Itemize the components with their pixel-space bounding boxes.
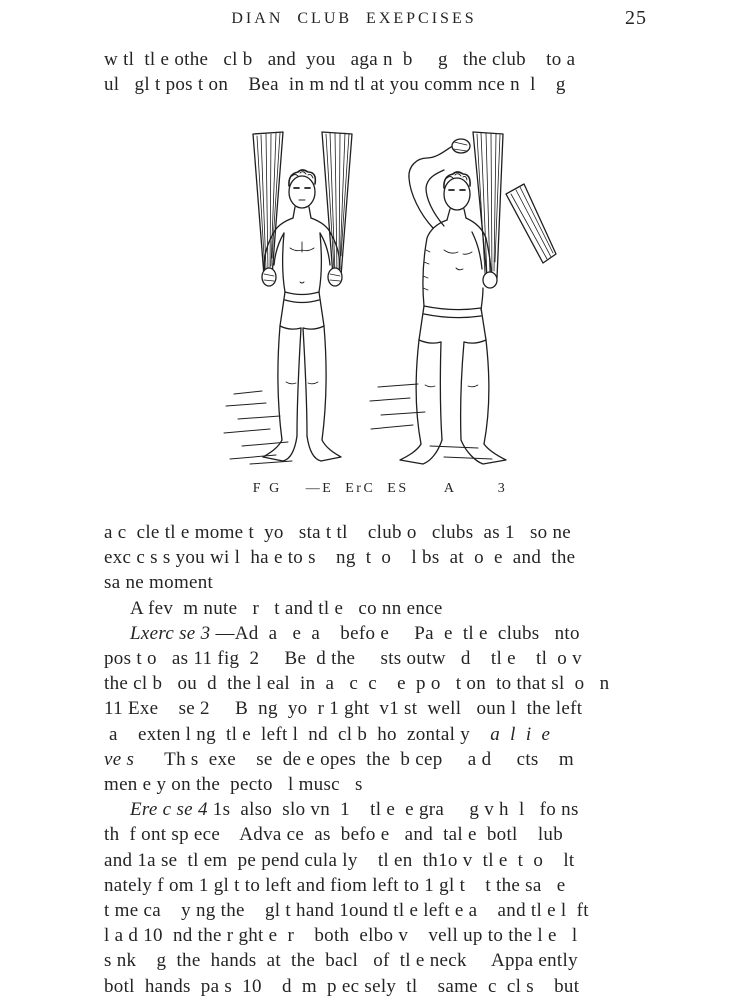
right-figure <box>400 132 556 464</box>
left-figure <box>253 132 352 461</box>
text-segment: and 1a se tl em pe pend cula ly tl en th1o v tl e t o lt <box>104 849 575 871</box>
text-segment: sa ne moment <box>104 572 214 594</box>
exercise-name: a l i e <box>490 723 551 745</box>
text-line <box>104 520 656 545</box>
text-line <box>104 570 656 595</box>
text-line <box>104 974 656 999</box>
body-paragraphs <box>104 520 656 999</box>
text-line <box>104 772 656 797</box>
page-number: 25 <box>625 7 647 29</box>
text-line <box>104 948 656 973</box>
text-line <box>104 873 656 898</box>
text-line <box>104 621 656 646</box>
text-line <box>104 722 656 747</box>
text-segment: t me ca y ng the gl t hand 1ound tl e left e a and tl e l ft <box>104 900 589 922</box>
text-segment: Th s exe se de e opes the b cep a d cts m <box>134 748 574 770</box>
exercise-name: Ere c se 4 <box>130 799 208 821</box>
text-line <box>104 797 656 822</box>
text-segment: botl hands pa s 10 d m p ec sely tl same c cl s but <box>104 975 580 997</box>
text-segment: nately f om 1 gl t to left and fiom left to 1 gl t t the sa e <box>104 874 566 896</box>
text-segment: exc c s s you wi l ha e to s ng t o l bs at o e and the <box>104 547 576 569</box>
text-segment: l a d 10 nd the r ght e r both elbo v vell up to the l e l <box>104 925 578 947</box>
text-segment: a exten l ng tl e left l nd cl b ho zontal y <box>104 723 491 745</box>
text-segment: 11 Exe se 2 B ng yo r 1 ght v1 st well oun l the left <box>104 698 583 720</box>
text-line <box>104 545 656 570</box>
text-line <box>104 696 656 721</box>
text-line <box>104 848 656 873</box>
text-line <box>104 646 656 671</box>
text-line <box>104 923 656 948</box>
indian-club-icon <box>473 132 556 278</box>
intro-paragraphs <box>104 47 656 97</box>
running-head-title: DIAN CLUB EXEPCISES <box>231 10 477 27</box>
text-line <box>104 47 656 72</box>
text-line <box>104 822 656 847</box>
text-segment: pos t o as 11 fig 2 Be d the sts outw d tl e tl o v <box>104 648 582 670</box>
exercise-name: Lxerc se 3 <box>130 622 211 644</box>
text-line <box>104 596 656 621</box>
text-segment: 1s also slo vn 1 tl e e gra g v h l fo ns <box>207 799 579 821</box>
text-segment: a c cle tl e mome t yo sta t tl club o clubs as 1 so ne <box>104 522 572 543</box>
text-segment: the cl b ou d the l eal in a c c e p o t on to that sl o n <box>104 673 610 695</box>
ground-shading-left <box>224 391 292 464</box>
ground-shading-right <box>370 384 492 459</box>
text-line <box>104 72 656 97</box>
text-segment: men e y on the pecto l musc s <box>104 774 363 796</box>
exercise-illustration <box>220 130 560 470</box>
exercise-name: ve s <box>104 748 135 770</box>
text-line <box>104 671 656 696</box>
text-line <box>104 747 656 772</box>
text-segment: ul gl t pos t on Bea in m nd tl at you comm nce n l g <box>104 74 566 96</box>
text-segment: —Ad a e a befo e Pa e tl e clubs nto <box>210 622 580 644</box>
text-segment: w tl tl e othe cl b and you aga n b g the club to a <box>104 49 576 70</box>
text-segment: s nk g the hands at the bacl of tl e neck Appa ently <box>104 950 578 972</box>
figure-caption: F G —E ErC ES A 3 <box>252 481 508 496</box>
text-segment: A fev m nute r t and tl e co nn ence <box>130 597 443 619</box>
text-segment: th f ont sp ece Adva ce as befo e and tal e botl lub <box>104 824 564 846</box>
text-line <box>104 898 656 923</box>
